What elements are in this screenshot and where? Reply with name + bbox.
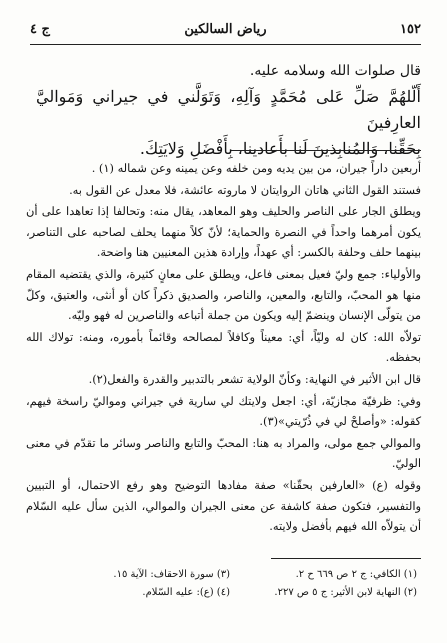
quoted-supplication	[36, 60, 421, 162]
volume-label: ج ٤	[30, 22, 50, 37]
paragraph: والأولياء: جمع وليّ فعيل بمعنى فاعل، ويطلق على معانٍ كثيرة، والذي يقتضيه المقام منها هو المحبّ، والتابع، والمعين، والناصر، والصديق ذكراً كان أو أنثى، والعتيق، وكلّ من يتولّى الإنسان وينضمّ إليه ويكون من جملة أتباعه والناصرين له فهو وليّه.	[26, 266, 421, 323]
footnote: (٣) سورة الاحقاف: الآية ١٥.	[113, 569, 230, 580]
section-divider	[231, 150, 421, 151]
paragraph: وفي: ظرفيّة مجازيّة، أي: اجعل ولايتك لي سارية في جيراني ومواليّ راسخة فيهم، كقوله: «وأصلحْ لي في ذُرّيتي»(٣).	[26, 393, 421, 429]
header-divider	[30, 44, 421, 45]
footnote: (١) الكافي: ج ٢ ص ٦٦٩ ح ٢.	[295, 569, 417, 580]
paragraph: والموالي جمع مولى، والمراد به هنا: المحبّ والتابع والناصر وسائر ما تقدّم في معنى الوليّ.	[26, 435, 421, 471]
footnotes-column-right	[217, 566, 417, 602]
paragraph: فستند القول الثاني هاتان الروايتان لا ماروته عائشة، فلا معدل عن القول به.	[69, 182, 421, 197]
paragraph: قال ابن الأثير في النهاية: وكأنّ الولاية تشعر بالتدبير والقدرة والفعل(٢).	[88, 371, 421, 386]
page-number: ١٥٢	[400, 22, 421, 37]
paragraph: ويطلق الجار على الناصر والحليف وهو المعاهد، يقال منه: وتحالفا إذا تعاهدا على أن يكون أمرهما واحداً في النصرة والحماية؛ لأنّ كلاً منهما يحلف لصاحبه على التناصر، بينهما حلف وحلفة بالكسر: أي عهداً، وإرادة هذين المعنيين هنا واضحة.	[26, 204, 421, 260]
footnotes-column-left	[30, 566, 230, 602]
commentary-text	[26, 158, 421, 538]
footnote: (٤) (ع): عليه السّلام.	[142, 587, 230, 598]
book-title: رياض السالكين	[184, 22, 267, 37]
footnote: (٢) النهاية لابن الأثير: ج ٥ ص ٢٢٧.	[274, 587, 417, 598]
quote-line: بِحَقِّنا، وَالمُنابِذينَ لَنا بأَعادينا، بِأَفْضَلِ وَلايَتِكَ.	[139, 139, 421, 158]
page-header	[30, 22, 421, 42]
paragraph: أربعين داراً جيران، من بين يديه ومن خلفه وعن يمينه وعن شماله (١) .	[91, 161, 421, 175]
footnote-divider	[271, 558, 421, 559]
quote-intro: قال صلوات الله وسلامه عليه.	[249, 63, 421, 79]
quote-line: أَلّلهُمَّ صَلِّ عَلى مُحَمَّدٍ وَآلِهِ، وَتَوَلَّني في جيراني وَمَواليَّ العارِفينَ	[36, 87, 421, 132]
paragraph: تولاّه الله: كان له وليّاً، أي: معيناً وكافلاً لمصالحه وقائماً بأموره، ومنه: تولاك الله بحفظه.	[26, 329, 421, 365]
paragraph: وقوله (ع) «العارفين بحقّنا» صفة مفادها التوضيح وهو رفع الاحتمال، أو التبيين والتفسير، فتكون صفة كاشفة عن معنى الجيران والموالي، الذين سأل عليه السّلام أن يتولاّه الله فيهم بأفضل ولايته.	[26, 477, 421, 534]
